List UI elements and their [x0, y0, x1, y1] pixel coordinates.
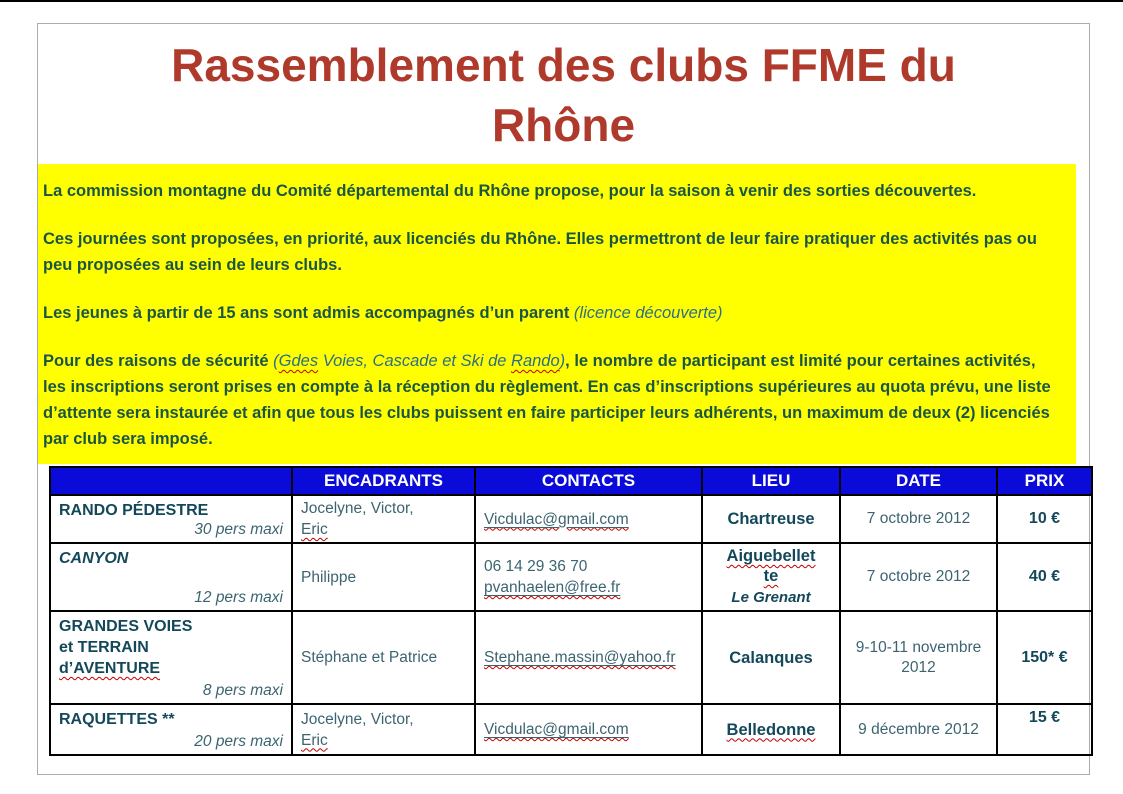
document-page	[37, 23, 1090, 775]
activity-name: CANYON	[59, 550, 129, 567]
cell-encadrants	[292, 495, 475, 543]
email-link[interactable]: pvanhaelen@free.fr	[484, 579, 621, 596]
email-link[interactable]: Vicdulac@gmail.com	[484, 510, 629, 528]
intro-paragraph-3	[43, 300, 1052, 326]
activity-name-squiggle: d’AVENTURE	[59, 660, 161, 677]
phone-number: 06 14 29 36 70	[484, 558, 588, 575]
intro-paragraph-4-rest: , le nombre de participant est limité pour certaines activités, les inscriptions seront prises en compte à la réception du règlement. En cas d’inscriptions supérieures au quota prévu, une liste d’attente sera instaurée et afin que tous les clubs puissent en faire participer leurs adhérents, un maximum de deux (2) licenciés par club sera imposé.	[43, 352, 1051, 448]
cell-date: 9-10-11 novembre 2012	[840, 611, 997, 704]
cell-date: 9 décembre 2012	[840, 704, 997, 755]
cell-contacts	[475, 611, 702, 704]
table-row-raquettes	[50, 704, 1092, 755]
cell-contacts	[475, 704, 702, 755]
encadrants-line2: Eric	[301, 521, 328, 538]
table-row-rando	[50, 495, 1092, 543]
header-contacts: CONTACTS	[475, 467, 702, 495]
note-word-gdes: Gdes	[278, 352, 319, 370]
table-header-row	[50, 467, 1092, 495]
encadrants-line1: Jocelyne, Victor,	[301, 710, 414, 728]
table-row-grandes-voies	[50, 611, 1092, 704]
intro-paragraph-2: Ces journées sont proposées, en priorité, aux licenciés du Rhône. Elles permettront de leur faire pratiquer des activités pas ou peu proposées au sein de leurs clubs.	[43, 230, 1037, 274]
activity-max: 12 pers maxi	[194, 589, 283, 606]
table-row-canyon	[50, 543, 1092, 611]
cell-activity	[50, 611, 292, 704]
cell-lieu	[702, 543, 840, 611]
encadrants-line1: Jocelyne, Victor,	[301, 500, 414, 517]
page-title-line1: Rassemblement des clubs FFME du	[171, 39, 956, 91]
cell-prix: 150* €	[997, 611, 1092, 704]
activities-note	[273, 352, 565, 370]
cell-prix: 10 €	[997, 495, 1092, 543]
lieu-name: Aiguebellette	[726, 547, 816, 585]
intro-paragraph-3-text: Les jeunes à partir de 15 ans sont admis accompagnés d’un parent	[43, 304, 574, 322]
cell-activity	[50, 543, 292, 611]
cell-contacts	[475, 543, 702, 611]
activity-name-line3	[59, 658, 283, 679]
encadrants-line2: Eric	[301, 731, 328, 749]
header-encadrants: ENCADRANTS	[292, 467, 475, 495]
note-middle: Voies, Cascade et Ski de	[318, 352, 512, 370]
email-squiggle	[484, 649, 676, 666]
header-activity	[50, 467, 292, 495]
cell-contacts	[475, 495, 702, 543]
cell-lieu	[702, 704, 840, 755]
lieu-subtitle: Le Grenant	[731, 589, 811, 606]
cell-activity	[50, 495, 292, 543]
window-top-edge	[0, 0, 1123, 2]
intro-paragraph-4	[43, 348, 1052, 452]
cell-date: 7 octobre 2012	[840, 495, 997, 543]
header-prix: PRIX	[997, 467, 1092, 495]
activities-table-section	[38, 464, 1089, 756]
cell-lieu: Calanques	[702, 611, 840, 704]
activity-max: 8 pers maxi	[202, 682, 283, 699]
cell-activity	[50, 704, 292, 755]
intro-highlight-section	[38, 164, 1076, 464]
note-paren-close: )	[559, 352, 566, 370]
cell-prix: 15 €	[997, 704, 1092, 755]
cell-date: 7 octobre 2012	[840, 543, 997, 611]
intro-paragraph-4-lead: Pour des raisons de sécurité	[43, 352, 274, 370]
email-squiggle	[484, 511, 629, 528]
email-squiggle	[484, 721, 629, 738]
cell-prix: 40 €	[997, 543, 1092, 611]
activity-name: RAQUETTES **	[59, 711, 175, 728]
email-link[interactable]: Stephane.massin@yahoo.fr	[484, 649, 676, 666]
email-link[interactable]: Vicdulac@gmail.com	[484, 721, 629, 738]
note-paren-open: (	[273, 352, 279, 370]
activity-name: RANDO PÉDESTRE	[59, 502, 209, 519]
cell-encadrants: Stéphane et Patrice	[292, 611, 475, 704]
header-date: DATE	[840, 467, 997, 495]
activities-table	[49, 466, 1093, 756]
activity-name-line1: GRANDES VOIES	[59, 618, 193, 635]
cell-encadrants: Philippe	[292, 543, 475, 611]
activity-max: 30 pers maxi	[194, 521, 283, 538]
lieu-name: Belledonne	[726, 720, 816, 739]
activity-max: 20 pers maxi	[194, 733, 283, 750]
page-title-line2: Rhône	[491, 99, 636, 151]
intro-paragraph-1: La commission montagne du Comité départemental du Rhône propose, pour la saison à venir des sorties découvertes.	[43, 182, 977, 200]
cell-encadrants	[292, 704, 475, 755]
cell-lieu: Chartreuse	[702, 495, 840, 543]
header-lieu: LIEU	[702, 467, 840, 495]
page-title	[38, 24, 1089, 164]
licence-note: (licence découverte)	[573, 304, 723, 322]
activity-name-line2: et TERRAIN	[59, 639, 149, 656]
note-word-rando: Rando	[511, 352, 560, 370]
email-squiggle	[484, 579, 620, 596]
